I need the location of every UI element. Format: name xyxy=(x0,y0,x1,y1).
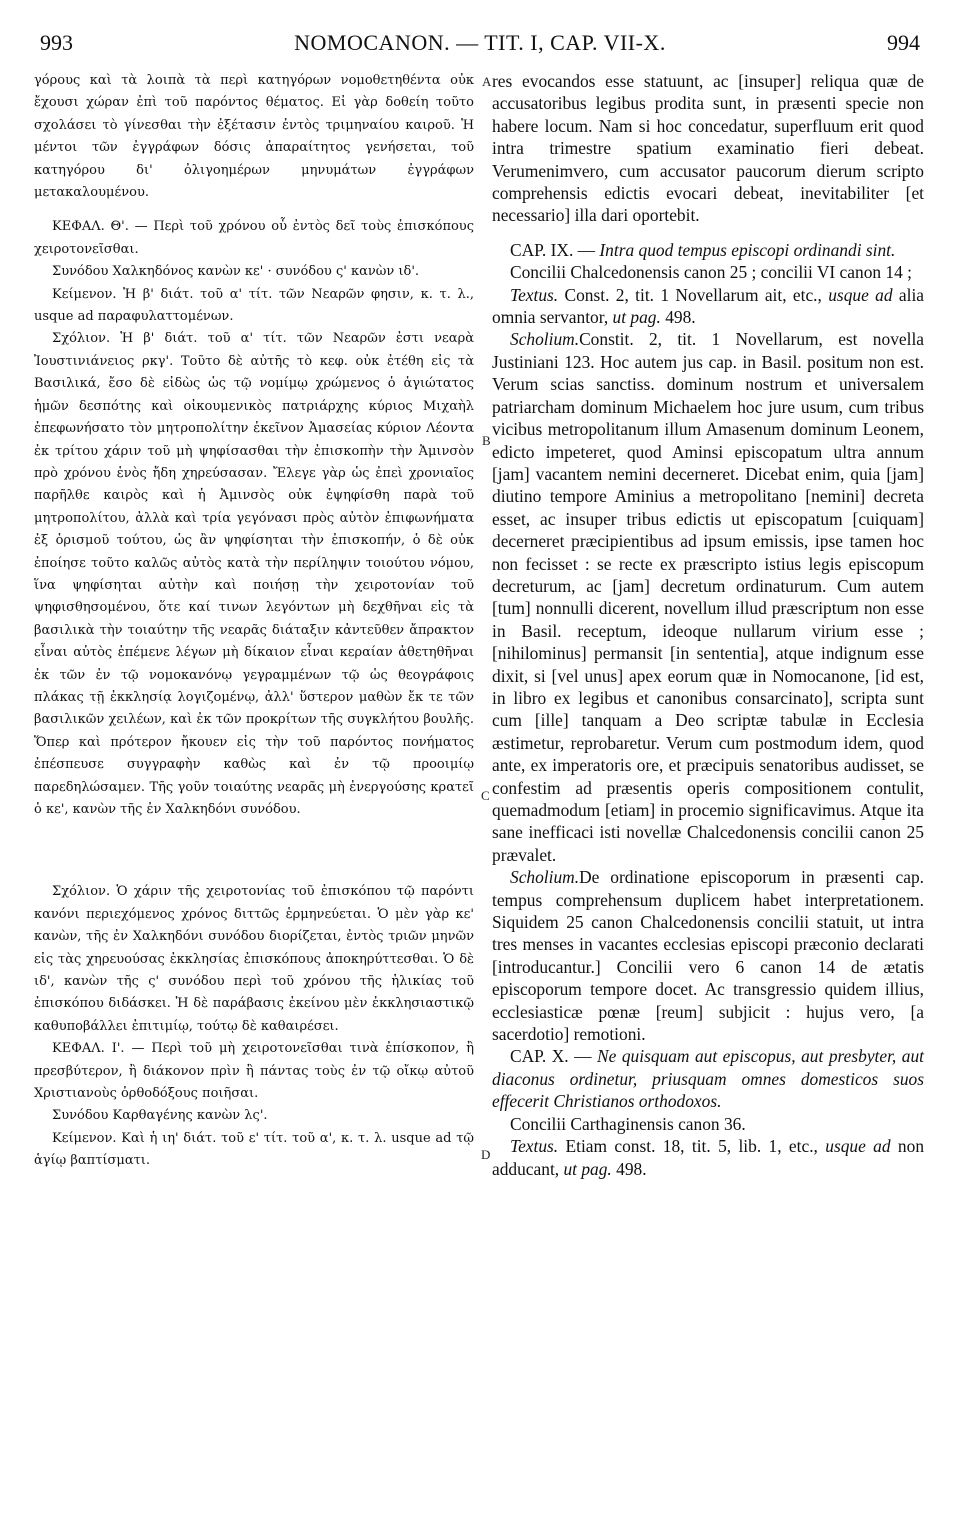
greek-text-paragraph-2: Κείμενον. Καὶ ἡ ιη' διάτ. τοῦ ε' τίτ. τοῦ α', κ. τ. λ. usque ad τῷ ἁγίῳ βαπτίσματι. xyxy=(34,1130,474,1169)
latin-chapter-heading-10 xyxy=(492,1045,924,1112)
latin-canon-reference: Concilii Chalcedonensis canon 25 ; concilii VI canon 14 ; xyxy=(510,262,912,283)
latin-scholium-2 xyxy=(492,866,924,1045)
text-fragment: usque ad xyxy=(825,1136,891,1157)
margin-letter-a: A xyxy=(482,74,492,89)
page-header xyxy=(40,30,920,60)
latin-text-paragraph-2 xyxy=(492,1135,924,1180)
text-fragment: ut pag. xyxy=(563,1158,612,1179)
greek-chapter-heading-10: ΚΕΦΑΛ. Ι'. — Περὶ τοῦ μὴ χειροτονεῖσθαι τινὰ ἐπίσκοπον, ἢ πρεσβύτερον, ἢ διάκονον πρὶν ἢ πάντας τοὺς ἐν τῷ οἴκῳ αὐτοῦ Χριστιανοὺς ὀρθοδόξους ποιῆσαι. xyxy=(34,1041,474,1102)
greek-canon-reference: Συνόδου Χαλκηδόνος κανὼν κε' · συνόδου ς' κανὼν ιδ'. xyxy=(52,264,420,280)
scholium-label: Scholium. xyxy=(510,329,580,350)
chapter-title: Ne quisquam aut episcopus, aut presbyter, aut diaconus ordinetur, priusquam omnes domesticos suos effecerit Christianos orthodoxos. xyxy=(492,1046,924,1112)
chapter-title: Intra quod tempus episcopi ordinandi sint. xyxy=(599,239,896,260)
text-label: Textus. xyxy=(510,1136,559,1157)
greek-chapter-heading-9: ΚΕΦΑΛ. Θ'. — Περὶ τοῦ χρόνου οὗ ἐντὸς δεῖ τοὺς ἐπισκόπους χειροτονεῖσθαι. xyxy=(34,219,474,257)
scholium-text: Constit. 2, tit. 1 Novellarum, est novella Justiniani 123. Hoc autem jus cap. in Basil. positum non est. Verum scias sanctiss. dominum nostrum et universalem patriarcham dominum Michaelem hoc jure usum, cum tribus vicibus metropolitanum illum Amasenum dominum Leonem, edicto impeteret, quod Aminsi episcopatum ultra annum [jam] vacantem nemini decerneret. Dicebat enim, quia [jam] diutino tempore Aminius a metropolitano [nemini] decreta esset, ac insuper tribus edictis ut episcopatum [cuiquam] decerneret præcipientibus ad ipsum emissis, ipse tamen hoc non fecisset : se recte ex præscripto istius legis episcopum decreturum, ac [jam] decretum ordinaturum. Cum autem [tum] nonnulli dicerent, novellum illud præscriptum non esse in Basil. receptum, ideoque nullarum virium esse ; [nihilominus] permansit [in sententia], atque indignum esse dixit, si [vel unus] apex eorum quæ in Nomocanone, [id est, in libro ex legibus et canonibus consarcinato], scripta sunt cum [ille] tanquam a Deo scriptæ tabulæ in Ecclesia æstimetur, reprobaretur. Verum cum postmodum idem, quod ante, ex imperatoris ore, et præcipuis senatoribus audisset, se confestim ad præsentis operis compositionem contulit, quemadmodum [etiam] in procemio significavimus. Atque ita sane inefficaci isti novellæ Chalcedonensis concilii canon 25 prævalet. xyxy=(492,329,924,865)
greek-canon-reference-2: Συνόδου Καρθαγένης κανὼν λς'. xyxy=(52,1108,268,1124)
text-label: Textus. xyxy=(510,284,559,305)
margin-letter-d: D xyxy=(481,1147,491,1162)
text-fragment: Etiam const. 18, tit. 5, lib. 1, etc., xyxy=(558,1136,826,1157)
margin-letter-c: C xyxy=(481,788,490,803)
greek-scholium-2: Σχόλιον. Ὁ χάριν τῆς χειροτονίας τοῦ ἐπισκόπου τῷ παρόντι κανόνι περιεχόμενος χρόνος διττῶς ἑρμηνεύεται. Ὁ μὲν γὰρ κε' κανὼν, τῆς ἐν Χαλκηδόνι συνόδου διορίζεται, ἐντὸς τριῶν μηνῶν εἰς τὰς χηρευούσας ἐκκλησίας ἐπισκόπους ἀποκηρύττεσθαι. Ὁ δὲ ιδ', κανὼν τῆς ς' συνόδου περὶ τοῦ χρόνου τῆς ἡλικίας τοῦ ἐπισκόπου διδάσκει. Ἡ δὲ παράβασις ἐκείνου μὲν ἐκκλησιαστικῷ καθυποβάλλει ἐπιτιμίῳ, τούτῳ δὲ καθαιρέσει. xyxy=(34,884,474,1034)
text-fragment: ut pag. xyxy=(612,307,661,328)
latin-text-paragraph xyxy=(492,284,924,329)
scholium-text: De ordinatione episcoporum in præsenti cap. tempus comprehensum duplicem habet interpretationem. Siquidem 25 canon Chalcedonensis concilii statuit, ut intra tres menses in vacantes ecclesias episcopi præconio declarati [introducantur.] Concilii vero 6 canon 14 de ætatis episcoporum tempore docet. Ac transgressio quidem illius, ecclesiasticæ pœnæ [reum] subjicit : hujus vero, [a sacerdotio] remotioni. xyxy=(492,867,924,1045)
text-fragment: non adducant, xyxy=(492,1136,925,1179)
greek-scholium: Σχόλιον. Ἡ β' διάτ. τοῦ α' τίτ. τῶν Νεαρῶν ἐστι νεαρὰ Ἰουστινιάνειος ρκγ'. Τοῦτο δὲ αὐτῆς τὸ κεφ. οὐκ ἐτέθη εἰς τὰ Βασιλικά, ἔσο δὲ εἰδὼς ὡς τῷ νομίμῳ χρώμενος ὁ ἁγιώτατος ἡμῶν δεσπότης καὶ οἰκουμενικὸς πατριάρχης κύριος Μιχαὴλ ἐπεφωνήσατο τὸν μητροπολίτην ἐκεῖνον Ἀμασείας κύριον Λέοντα ἐκ τρίτου χάριν τοῦ μὴ ψηφίσασθαι τὴν ἐπισκοπὴν τὴν Ἀμινσὸν πρὸ χρόνου ἑνὸς ἤδη χηρεύσασαν. Ἔλεγε γὰρ ὡς ἐπεὶ χρονιαῖος παρῆλθε καιρὸς καὶ ἡ Ἀμινσὸς οὐκ ἐψηφίσθη παρὰ τοῦ μητροπολίτου, ἀλλὰ καὶ τρία γεγόνασι πρὸς αὐτὸν ἐπιφωνήματα ἐξ ὁρισμοῦ τούτου, ὡς ἂν ψηφίσηται τὴν ἐπισκοπήν, ὁ δὲ οὐκ ἐποίησε τοῦτο καλῶς αὐτὸς κατὰ τὴν περίληψιν τοιούτου νόμου, ἵνα ψηφίσηται αὐτὴν καὶ ποιήσῃ τὴν χειροτονίαν τοῦ ψηφισθησομένου, ὅτε καί τινων λεγόντων μὴ δεχθῆναι εἰς τὰ βασιλικὰ τὴν τοιαύτην τῆς νεαρᾶς διάταξιν κἀντεῦθεν ἄπρακτον εἶναι αὐτὸς ἐπέμενε λέγων μὴ δίκαιον εἶναι κεραίαν ἀθετηθῆναι ἐκ τῶν ἐν τῷ νομοκανόνῳ γεγραμμένων τῷ ὡς θεογράφοις πλάκας τῇ ἐκκλησίᾳ λογιζομένῳ, ἀλλ' ὕστερον μαθὼν ἔκ τε τῶν βασιλικῶν χειλέων, καὶ ἐκ τῶν προκρίτων τῆς συγκλήτου βουλῆς. Ὅπερ καὶ πρότερον ἤκουεν εἰς τὴν τοῦ παρόντος πονήματος ἐπέσπευσε συγγραφὴν καθὼς καὶ ἐν τῷ προοιμίῳ παρεδηλώσαμεν. Τῆς γοῦν τοιαύτης νεαρᾶς μὴ ἐνεργούσης κρατεῖ ὁ κε', κανὼν τῆς ἐν Χαλκηδόνι συνόδου. xyxy=(34,331,474,817)
text-fragment: Const. 2, tit. 1 Novellarum ait, etc., xyxy=(558,284,829,305)
text-fragment: 498. xyxy=(660,307,696,328)
greek-text-paragraph: Κείμενον. Ἡ β' διάτ. τοῦ α' τίτ. τῶν Νεαρῶν φησιν, κ. τ. λ., usque ad παραφυλαττομένων. xyxy=(34,286,474,325)
text-fragment: 498. xyxy=(611,1158,647,1179)
chapter-label: CAP. IX. — xyxy=(510,239,600,260)
latin-paragraph: res evocandos esse statuunt, ac [insuper] reliqua quæ de accusatoribus legibus prodita sunt, in præsenti specie non habere locum. Nam si hoc concedatur, superfluum erit quod intra trimestre spatium examinatio fieri debeat. Verumenimvero, cum accusator paucorum dierum scripto comprehensis edictis evocari debeat, inevitabiliter [et necessario] illa dari oportebit. xyxy=(492,71,924,226)
latin-chapter-heading-9 xyxy=(492,239,924,261)
latin-column xyxy=(492,70,924,1180)
chapter-label: CAP. X. — xyxy=(510,1046,598,1067)
text-fragment: alia omnia servantor, xyxy=(492,284,924,328)
greek-paragraph: γόρους καὶ τὰ λοιπὰ τὰ περὶ κατηγόρων νομοθετηθέντα οὐκ ἔχουσι χώραν ἐπὶ τοῦ παρόντος θέματος. Εἰ γὰρ δοθείη τοῦτο σχολάσει τὸ γίνεσθαι τὴν ἐξέτασιν ἐντὸς τριμηναίου καιροῦ. Ἡ μέντοι τῶν ἐγγράφων δόσις ἀπαραίτητος γενήσεται, τοῦ κατηγόρου δι' ὀλιγοημέρων μηνυμάτων ἐγγράφων μετακαλουμένου. xyxy=(34,73,474,201)
latin-canon-reference-2: Concilii Carthaginensis canon 36. xyxy=(510,1113,746,1134)
page-number-left: 993 xyxy=(40,30,73,55)
scholium-label: Scholium. xyxy=(510,867,580,888)
page-number-right: 994 xyxy=(887,30,920,55)
margin-letter-b: B xyxy=(482,433,491,448)
running-title: NOMOCANON. — TIT. I, CAP. VII-X. xyxy=(294,30,666,55)
latin-scholium xyxy=(492,328,924,866)
greek-column xyxy=(34,70,474,1173)
text-fragment: usque ad xyxy=(828,284,893,305)
